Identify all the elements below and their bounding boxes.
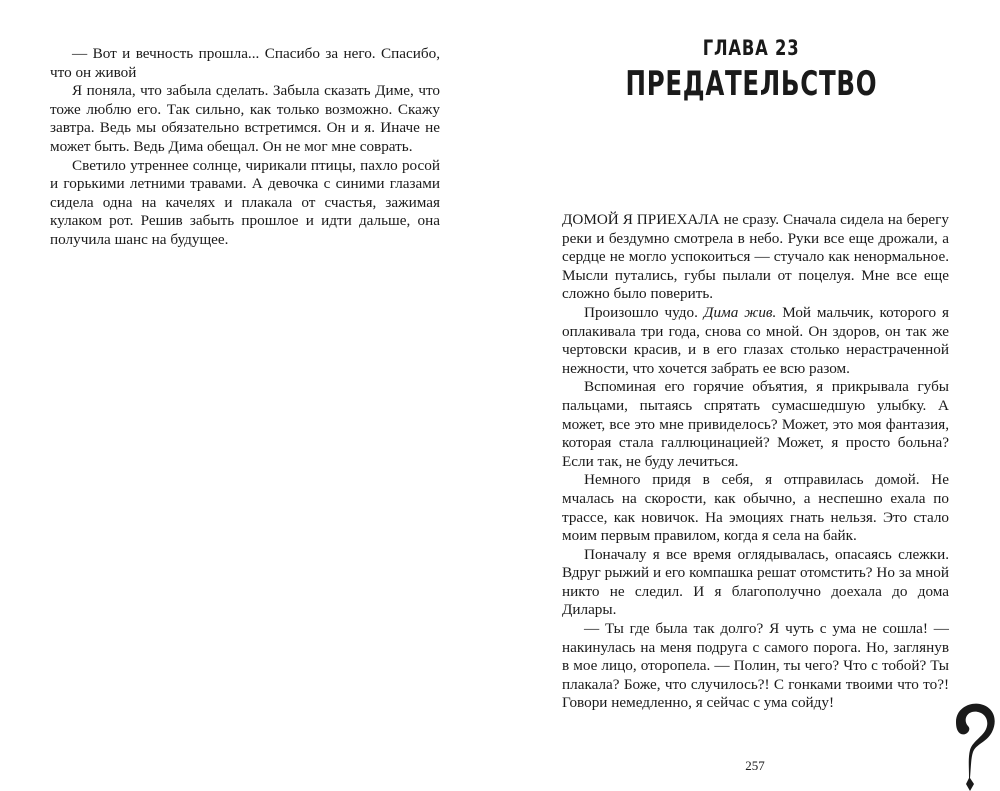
left-page-text — [50, 45, 440, 250]
page-number: 257 — [745, 758, 765, 773]
paragraph: Вспоминая его горячие объятия, я прикрывала губы пальцами, пытаясь спрятать сумасшедшую улыбку. А может, все это мне привиделось? Может, это моя фантазия, которая стала галлюцинацией? Может, я просто больна? Если так, не буду лечиться. — [562, 378, 949, 470]
chapter-title: ПРЕДАТЕЛЬСТВО — [625, 64, 878, 104]
right-page — [500, 0, 1000, 791]
italic-phrase: Дима жив. — [703, 303, 777, 321]
paragraph: Светило утреннее солнце, чирикали птицы, пахло росой и горькими летними травами. А девочка с синими глазами сидела одна на качелях и плакала от счастья, зажимая кулаком рот. Решив забыть прошлое и идти дальше, она получила шанс на будущее. — [50, 156, 440, 248]
question-mark-ornament-icon — [940, 700, 1000, 791]
chapter-label: ГЛАВА 23 — [702, 36, 800, 60]
paragraph: — Ты где была так долго? Я чуть с ума не сошла! — накинулась на меня подруга с самого порога. Но, заглянув в мое лицо, оторопела. — Полин, ты чего? Что с тобой? Ты плакала? Боже, что случилось?! С гонками твоими что то?! Говори немедленно, я сейчас с ума сойду! — [562, 620, 949, 712]
opening-rest: не сразу. Сначала сидела на берегу реки и бездумно смотрела в небо. Руки все еще дрожали, а сердце не могло успокоиться — стучало как ненормальное. Мысли путались, губы пылали от поцелуя. Мне все еще сложно было поверить. — [562, 211, 949, 303]
paragraph: Я поняла, что забыла сделать. Забыла сказать Диме, что тоже люблю его. Так сильно, как только возможно. Скажу завтра. Ведь мы обязательно встретимся. Он и я. Иначе не может быть. Ведь Дима обещал. Он не мог мне соврать. — [50, 82, 440, 155]
paragraph: — Вот и вечность прошла... Спасибо за него. Спасибо, что он живой — [50, 45, 440, 81]
opening-words: ДОМОЙ Я ПРИЕХАЛА — [562, 211, 720, 228]
opening-paragraph — [562, 211, 949, 304]
paragraph-part: Произошло чудо. — [584, 303, 704, 321]
right-page-text — [562, 211, 949, 713]
paragraph: Поначалу я все время оглядывалась, опасаясь слежки. Вдруг рыжий и его компашка решат отомстить? Но за мной никто не следил. И я благополучно доехала до дома Дилары. — [562, 545, 949, 619]
paragraph: Немного придя в себя, я отправилась домой. Не мчалась на скорости, как обычно, а неспешно ехала по трассе, как новичок. На эмоциях гнать нельзя. Это стало моим первым правилом, когда я села на байк. — [562, 471, 949, 545]
paragraph-part: Мой мальчик, которого я оплакивала три года, снова со мной. Он здоров, он так же чертовски красив, и в его глазах столько нерастраченной нежности, что хочется забрать ее всю разом. — [562, 303, 949, 377]
paragraph — [562, 304, 949, 378]
